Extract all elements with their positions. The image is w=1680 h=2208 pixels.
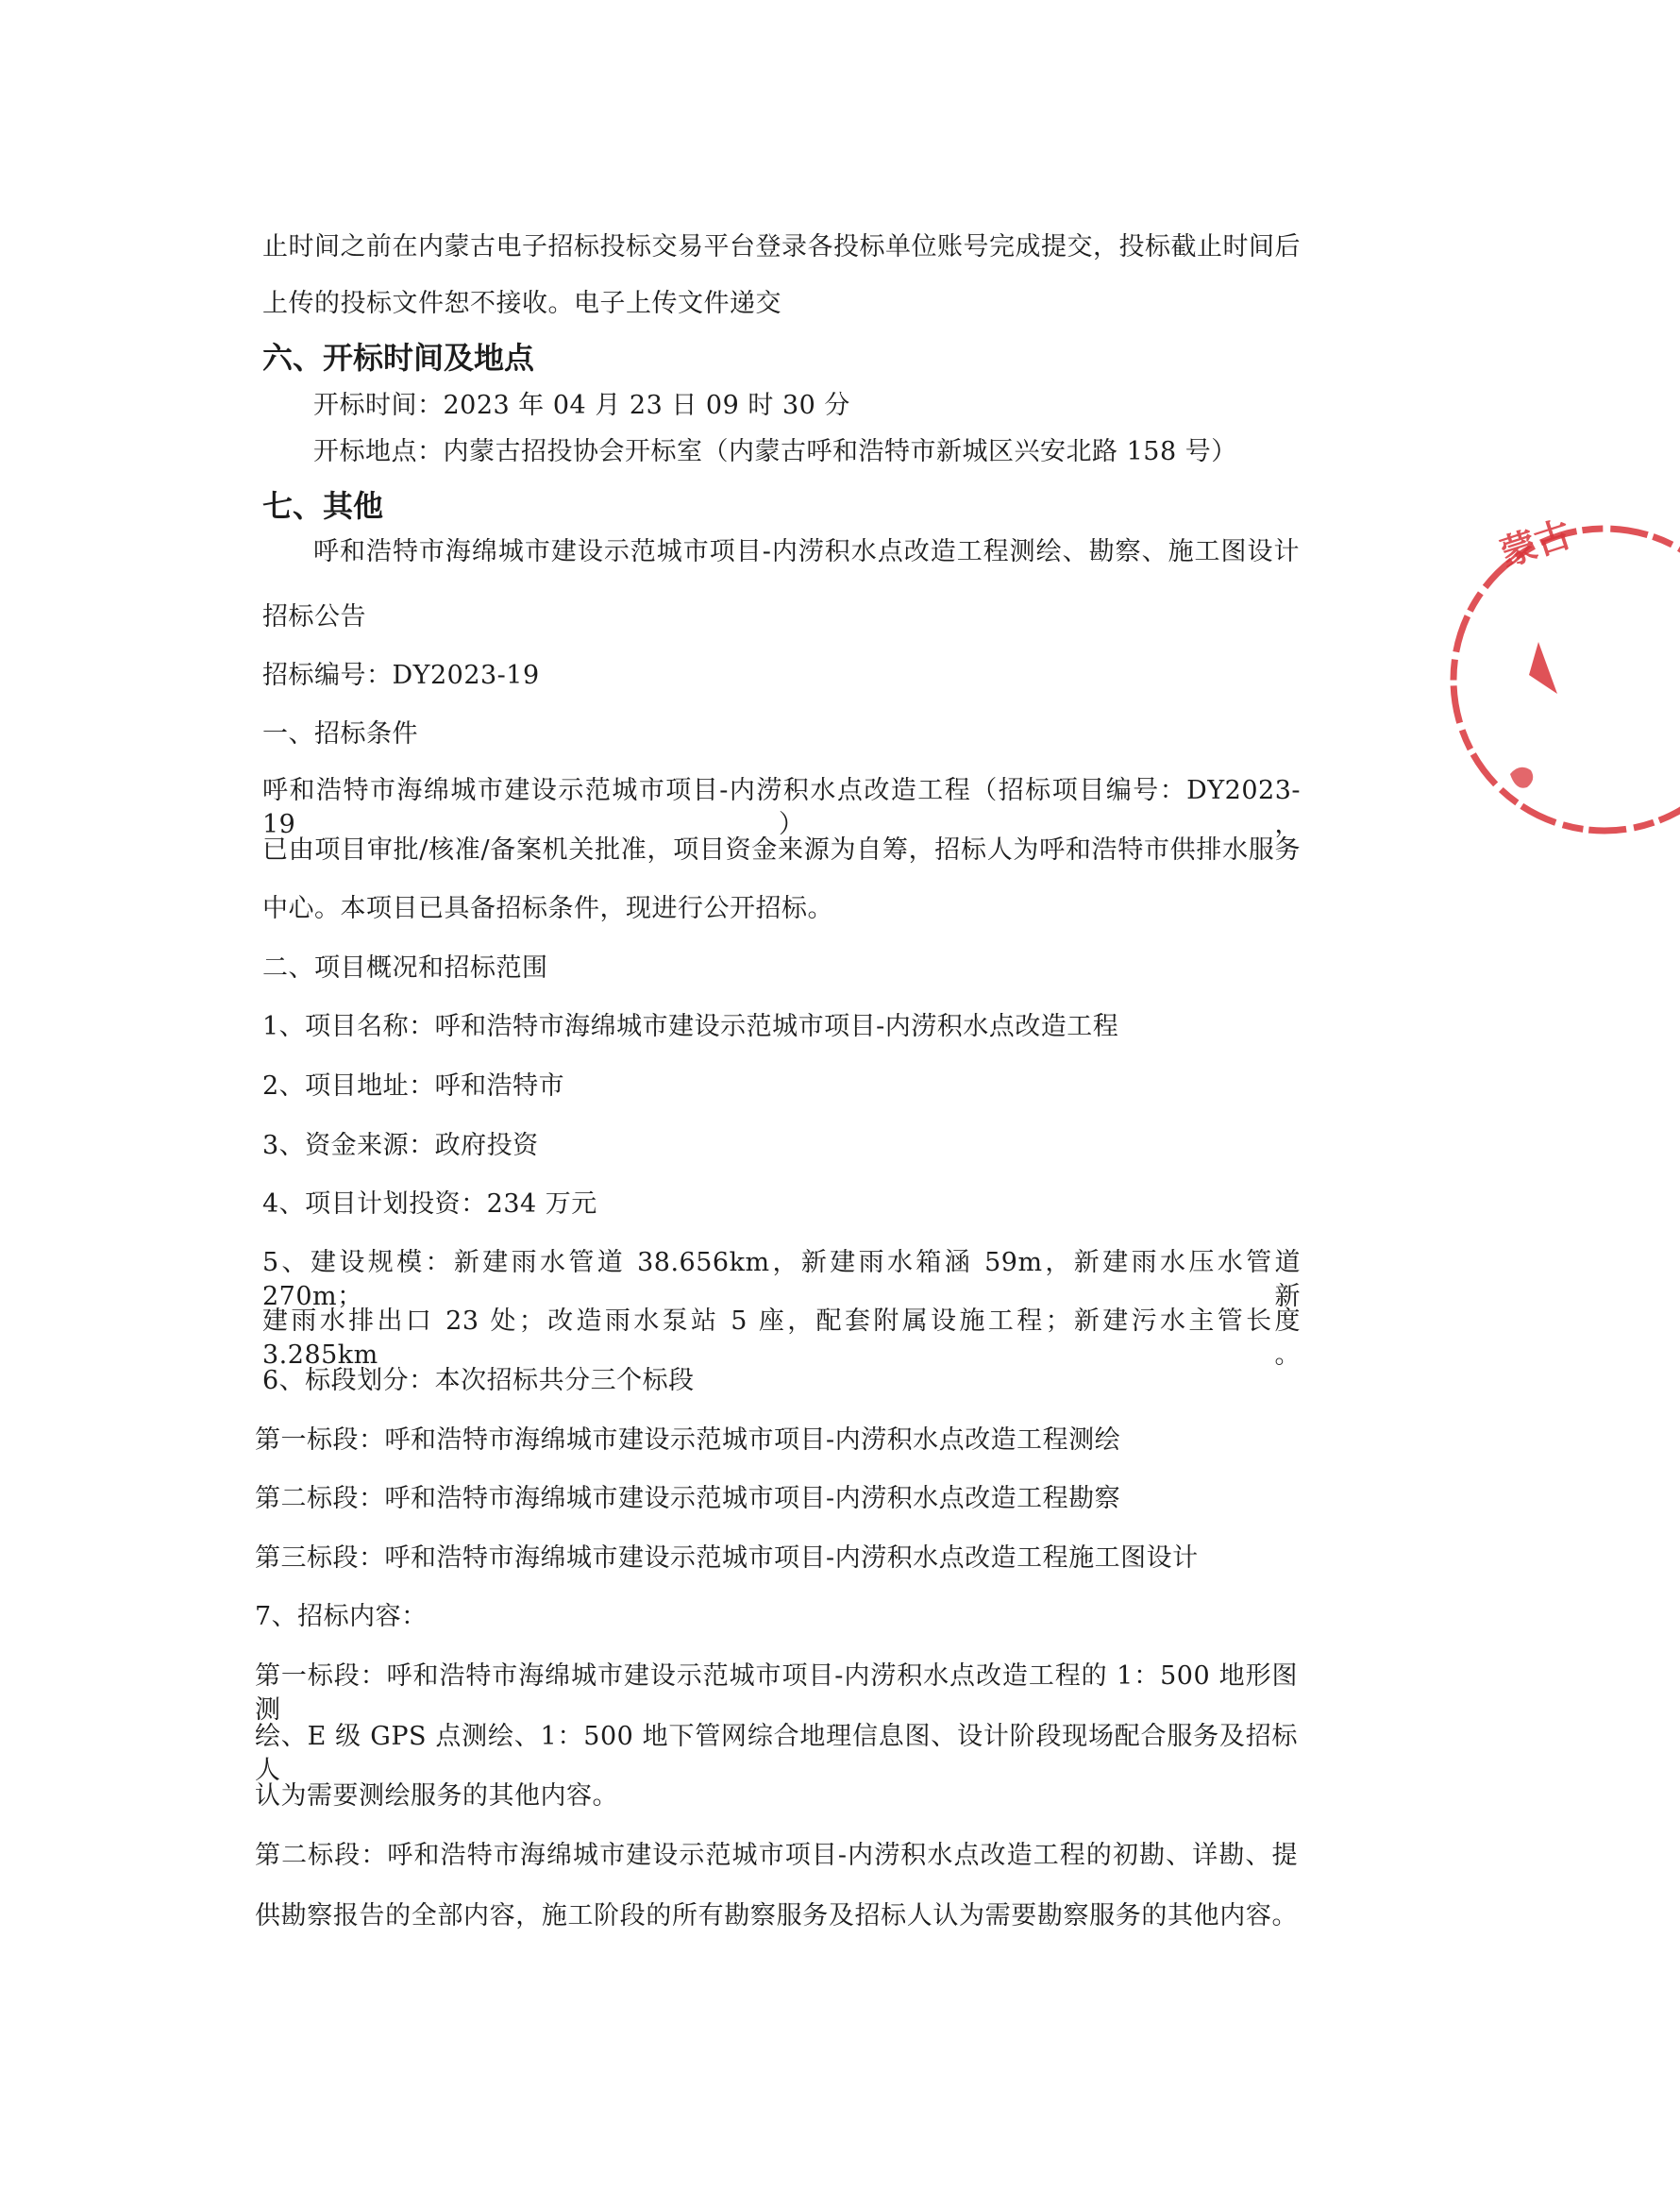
notice-title-line-2: 招标公告 — [262, 602, 366, 632]
conditions-line-1: 呼和浩特市海绵城市建设示范城市项目-内涝积水点改造工程（招标项目编号：DY2023-19）， — [262, 776, 1301, 839]
section5-line-2: 上传的投标文件恕不接收。电子上传文件递交 — [262, 289, 781, 318]
item-fund-source: 3、资金来源：政府投资 — [262, 1131, 539, 1160]
tender-number: 招标编号：DY2023-19 — [262, 661, 540, 690]
item-scale-line-1: 5、建设规模：新建雨水管道 38.656km，新建雨水箱涵 59m，新建雨水压水管道 270m；新 — [262, 1248, 1301, 1311]
content-lot1-line-2: 绘、E 级 GPS 点测绘、1：500 地下管网综合地理信息图、设计阶段现场配合服务及招标人 — [255, 1722, 1298, 1785]
section7-title: 七、其他 — [262, 488, 384, 524]
item-scale-line-2: 建雨水排出口 23 处；改造雨水泵站 5 座，配套附属设施工程；新建污水主管长度 3.285km。 — [262, 1306, 1301, 1370]
notice-title-line-1: 呼和浩特市海绵城市建设示范城市项目-内涝积水点改造工程测绘、勘察、施工图设计 — [313, 537, 1300, 566]
item-planned-investment: 4、项目计划投资：234 万元 — [262, 1189, 597, 1219]
opening-time: 开标时间：2023 年 04 月 23 日 09 时 30 分 — [313, 391, 850, 420]
opening-place: 开标地点：内蒙古招投协会开标室（内蒙古呼和浩特市新城区兴安北路 158 号） — [313, 437, 1237, 466]
item-project-name: 1、项目名称：呼和浩特市海绵城市建设示范城市项目-内涝积水点改造工程 — [262, 1012, 1119, 1041]
official-seal-icon — [1491, 500, 1680, 859]
conditions-line-2: 已由项目审批/核准/备案机关批准，项目资金来源为自筹，招标人为呼和浩特市供排水服务 — [262, 835, 1301, 865]
content-lot1-line-1: 第一标段：呼和浩特市海绵城市建设示范城市项目-内涝积水点改造工程的 1：500 地形图测 — [255, 1661, 1298, 1725]
item-project-address: 2、项目地址：呼和浩特市 — [262, 1071, 565, 1101]
content-lot2-line-2: 供勘察报告的全部内容，施工阶段的所有勘察服务及招标人认为需要勘察服务的其他内容。 — [255, 1901, 1298, 1930]
conditions-line-3: 中心。本项目已具备招标条件，现进行公开招标。 — [262, 894, 833, 923]
item-lot-division: 6、标段划分：本次招标共分三个标段 — [262, 1366, 695, 1395]
conditions-title: 一、招标条件 — [262, 719, 418, 749]
section5-line-1: 止时间之前在内蒙古电子招标投标交易平台登录各投标单位账号完成提交，投标截止时间后 — [262, 232, 1301, 261]
content-lot1-line-3: 认为需要测绘服务的其他内容。 — [255, 1781, 618, 1811]
overview-title: 二、项目概况和招标范围 — [262, 953, 548, 983]
lot-1: 第一标段：呼和浩特市海绵城市建设示范城市项目-内涝积水点改造工程测绘 — [255, 1425, 1121, 1455]
section6-title: 六、开标时间及地点 — [262, 340, 535, 376]
item-tender-content: 7、招标内容： — [255, 1602, 428, 1631]
lot-3: 第三标段：呼和浩特市海绵城市建设示范城市项目-内涝积水点改造工程施工图设计 — [255, 1543, 1199, 1573]
lot-2: 第二标段：呼和浩特市海绵城市建设示范城市项目-内涝积水点改造工程勘察 — [255, 1484, 1121, 1513]
seal-text: 蒙古 — [1495, 513, 1577, 575]
content-lot2-line-1: 第二标段：呼和浩特市海绵城市建设示范城市项目-内涝积水点改造工程的初勘、详勘、提 — [255, 1841, 1298, 1870]
